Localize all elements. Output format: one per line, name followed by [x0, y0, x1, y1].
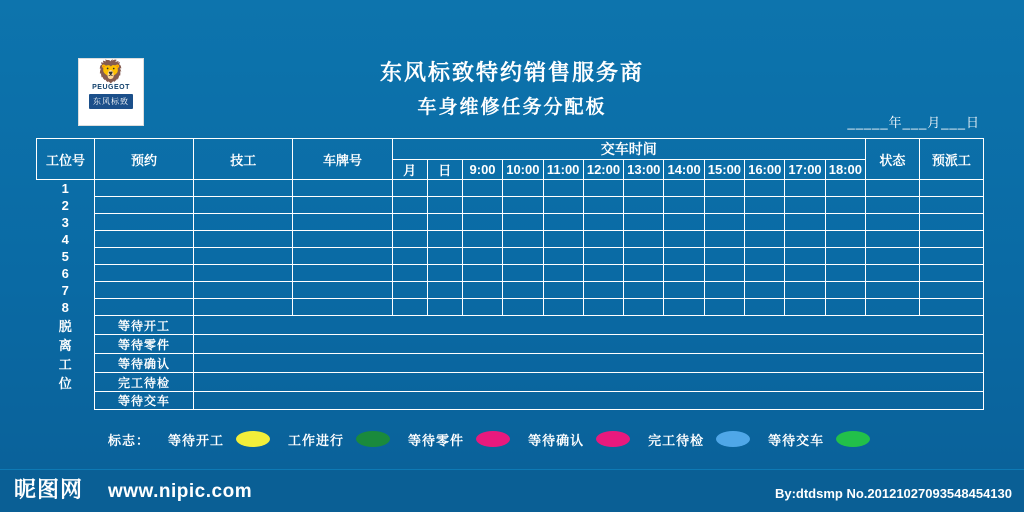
detach-stage-area[interactable] [194, 316, 984, 335]
cell-hour[interactable] [704, 248, 744, 265]
cell-hour[interactable] [704, 231, 744, 248]
cell-technician[interactable] [194, 265, 293, 282]
cell-hour[interactable] [785, 299, 825, 316]
cell-booking[interactable] [94, 248, 193, 265]
cell-assigned[interactable] [919, 197, 983, 214]
cell-assigned[interactable] [919, 231, 983, 248]
cell-hour[interactable] [503, 265, 543, 282]
cell-hour[interactable] [583, 231, 623, 248]
detach-stage-label: 等待开工 [94, 316, 193, 335]
cell-hour[interactable] [503, 282, 543, 299]
cell-month[interactable] [392, 265, 427, 282]
cell-hour[interactable] [745, 265, 785, 282]
legend-label: 标志： [108, 432, 151, 448]
cell-hour[interactable] [462, 214, 502, 231]
cell-status[interactable] [866, 265, 920, 282]
col-delivery-time-group: 交车时间 [392, 139, 865, 160]
detach-row[interactable] [37, 373, 984, 392]
col-status: 状态 [866, 139, 920, 180]
col-hour-1800: 18:00 [825, 160, 865, 180]
cell-booking[interactable] [94, 197, 193, 214]
cell-technician[interactable] [194, 248, 293, 265]
cell-hour[interactable] [785, 231, 825, 248]
cell-plate[interactable] [293, 265, 392, 282]
cell-status[interactable] [866, 299, 920, 316]
row-label-station: 3 [61, 214, 69, 230]
detach-label-char: 工 [58, 356, 72, 372]
cell-status[interactable] [866, 180, 920, 197]
site-url[interactable]: www.nipic.com [108, 481, 253, 502]
table-row[interactable] [37, 265, 984, 282]
legend-item-label: 等待零件 [408, 432, 465, 448]
cell-month[interactable] [392, 197, 427, 214]
cell-status[interactable] [866, 282, 920, 299]
cell-plate[interactable] [293, 197, 392, 214]
cell-hour[interactable] [543, 214, 583, 231]
detach-label-spacer [37, 392, 95, 410]
cell-day[interactable] [427, 214, 462, 231]
col-hour-1200: 12:00 [583, 160, 623, 180]
detach-stage-label: 等待零件 [94, 335, 193, 354]
cell-hour[interactable] [785, 197, 825, 214]
cell-day[interactable] [427, 231, 462, 248]
cell-hour[interactable] [704, 282, 744, 299]
cell-month[interactable] [392, 231, 427, 248]
cell-hour[interactable] [624, 282, 664, 299]
col-hour-1100: 11:00 [543, 160, 583, 180]
cell-status[interactable] [866, 231, 920, 248]
detach-row[interactable] [37, 392, 984, 410]
cell-plate[interactable] [293, 299, 392, 316]
cell-hour[interactable] [503, 299, 543, 316]
cell-month[interactable] [392, 282, 427, 299]
cell-hour[interactable] [785, 180, 825, 197]
cell-hour[interactable] [543, 248, 583, 265]
cell-plate[interactable] [293, 231, 392, 248]
col-plate: 车牌号 [293, 139, 392, 180]
legend-item-waiting-parts [408, 430, 522, 449]
cell-booking[interactable] [94, 299, 193, 316]
cell-hour[interactable] [704, 265, 744, 282]
detach-row[interactable] [37, 354, 984, 373]
cell-booking[interactable] [94, 282, 193, 299]
cell-day[interactable] [427, 197, 462, 214]
cell-hour[interactable] [745, 282, 785, 299]
detach-stage-area[interactable] [194, 373, 984, 392]
assignment-table-wrap [36, 138, 984, 410]
row-label-station: 2 [61, 197, 69, 213]
col-hour-0900: 9:00 [462, 160, 502, 180]
cell-hour[interactable] [624, 197, 664, 214]
legend-item-label: 工作进行 [288, 432, 345, 448]
cell-hour[interactable] [664, 248, 704, 265]
col-hour-1400: 14:00 [664, 160, 704, 180]
cell-hour[interactable] [543, 299, 583, 316]
table-row[interactable] [37, 214, 984, 231]
cell-hour[interactable] [664, 265, 704, 282]
table-row[interactable] [37, 231, 984, 248]
legend-color-dot [596, 431, 630, 447]
cell-assigned[interactable] [919, 282, 983, 299]
cell-hour[interactable] [583, 282, 623, 299]
cell-hour[interactable] [664, 214, 704, 231]
col-station: 工位号 [37, 139, 95, 180]
cell-hour[interactable] [745, 197, 785, 214]
row-label-station: 6 [61, 265, 69, 281]
credit-text: By:dtdsmp No.20121027093548454130 [774, 486, 1012, 501]
detach-label-char: 脱 [58, 318, 72, 334]
logo-brand-text: PEUGEOT [92, 84, 130, 91]
cell-day[interactable] [427, 248, 462, 265]
cell-hour[interactable] [462, 197, 502, 214]
col-hour-1700: 17:00 [785, 160, 825, 180]
cell-hour[interactable] [503, 180, 543, 197]
cell-hour[interactable] [745, 214, 785, 231]
cell-hour[interactable] [624, 231, 664, 248]
cell-month[interactable] [392, 180, 427, 197]
legend-item-waiting-start [168, 430, 282, 449]
cell-hour[interactable] [543, 197, 583, 214]
legend-item-waiting-delivery [768, 430, 882, 449]
cell-hour[interactable] [583, 248, 623, 265]
cell-day[interactable] [427, 180, 462, 197]
cell-booking[interactable] [94, 214, 193, 231]
cell-hour[interactable] [624, 214, 664, 231]
legend-item-label: 等待确认 [528, 432, 585, 448]
cell-hour[interactable] [503, 214, 543, 231]
page-title: 东风标致特约销售服务商 [379, 60, 644, 85]
cell-plate[interactable] [293, 214, 392, 231]
col-month: 月 [392, 160, 427, 180]
cell-month[interactable] [392, 248, 427, 265]
assignment-table [36, 138, 984, 410]
row-label-station: 4 [61, 231, 69, 247]
detach-stage-area[interactable] [194, 335, 984, 354]
cell-hour[interactable] [785, 214, 825, 231]
cell-hour[interactable] [745, 299, 785, 316]
legend [36, 428, 988, 450]
col-technician: 技工 [194, 139, 293, 180]
row-label-station: 5 [61, 248, 69, 264]
detach-row[interactable] [37, 316, 984, 335]
detach-row[interactable] [37, 335, 984, 354]
table-row[interactable] [37, 299, 984, 316]
cell-booking[interactable] [94, 180, 193, 197]
col-hour-1300: 13:00 [624, 160, 664, 180]
cell-hour[interactable] [704, 180, 744, 197]
cell-hour[interactable] [462, 180, 502, 197]
cell-hour[interactable] [543, 180, 583, 197]
cell-month[interactable] [392, 299, 427, 316]
detach-label-char: 位 [58, 375, 72, 391]
cell-hour[interactable] [462, 299, 502, 316]
cell-hour[interactable] [704, 299, 744, 316]
legend-item-awaiting-inspection [648, 430, 762, 449]
cell-hour[interactable] [543, 231, 583, 248]
cell-plate[interactable] [293, 282, 392, 299]
legend-item-in-progress [288, 430, 402, 449]
cell-hour[interactable] [543, 282, 583, 299]
col-hour-1000: 10:00 [503, 160, 543, 180]
cell-day[interactable] [427, 282, 462, 299]
cell-hour[interactable] [503, 231, 543, 248]
cell-assigned[interactable] [919, 265, 983, 282]
cell-hour[interactable] [583, 214, 623, 231]
cell-hour[interactable] [462, 282, 502, 299]
legend-color-dot [476, 431, 510, 447]
col-hour-1500: 15:00 [704, 160, 744, 180]
table-row[interactable] [37, 197, 984, 214]
cell-hour[interactable] [503, 197, 543, 214]
cell-hour[interactable] [825, 265, 865, 282]
cell-hour[interactable] [825, 282, 865, 299]
cell-hour[interactable] [624, 180, 664, 197]
cell-hour[interactable] [825, 231, 865, 248]
cell-hour[interactable] [543, 265, 583, 282]
cell-hour[interactable] [825, 197, 865, 214]
cell-hour[interactable] [462, 248, 502, 265]
cell-hour[interactable] [664, 282, 704, 299]
cell-hour[interactable] [825, 180, 865, 197]
legend-color-dot [236, 431, 270, 447]
cell-hour[interactable] [583, 180, 623, 197]
col-hour-1600: 16:00 [745, 160, 785, 180]
cell-hour[interactable] [785, 282, 825, 299]
legend-color-dot [836, 431, 870, 447]
logo-brand-cn: 东风标致 [89, 94, 133, 109]
detach-stage-area[interactable] [194, 392, 984, 410]
legend-item-label: 等待交车 [768, 432, 825, 448]
cell-hour[interactable] [785, 248, 825, 265]
cell-hour[interactable] [825, 248, 865, 265]
table-header-row-1 [37, 139, 984, 160]
cell-assigned[interactable] [919, 214, 983, 231]
legend-color-dot [356, 431, 390, 447]
cell-assigned[interactable] [919, 248, 983, 265]
table-row[interactable] [37, 180, 984, 197]
cell-hour[interactable] [745, 180, 785, 197]
site-name-cn: 昵图网 [14, 477, 84, 502]
col-booking: 预约 [94, 139, 193, 180]
cell-hour[interactable] [503, 248, 543, 265]
cell-hour[interactable] [583, 299, 623, 316]
cell-hour[interactable] [704, 197, 744, 214]
cell-hour[interactable] [664, 231, 704, 248]
table-row[interactable] [37, 248, 984, 265]
cell-hour[interactable] [664, 180, 704, 197]
detach-stage-label: 等待确认 [94, 354, 193, 373]
cell-hour[interactable] [624, 248, 664, 265]
legend-item-label: 完工待检 [648, 432, 705, 448]
cell-hour[interactable] [745, 231, 785, 248]
cell-hour[interactable] [462, 265, 502, 282]
detach-stage-label: 完工待检 [94, 373, 193, 392]
cell-hour[interactable] [704, 214, 744, 231]
cell-technician[interactable] [194, 180, 293, 197]
cell-status[interactable] [866, 197, 920, 214]
cell-month[interactable] [392, 214, 427, 231]
detach-label-char: 离 [58, 337, 72, 353]
cell-assigned[interactable] [919, 299, 983, 316]
row-label-station: 7 [61, 282, 69, 298]
cell-booking[interactable] [94, 265, 193, 282]
detach-stage-area[interactable] [194, 354, 984, 373]
cell-plate[interactable] [293, 248, 392, 265]
cell-hour[interactable] [825, 214, 865, 231]
legend-item-waiting-confirm [528, 430, 642, 449]
cell-plate[interactable] [293, 180, 392, 197]
cell-status[interactable] [866, 248, 920, 265]
cell-hour[interactable] [745, 248, 785, 265]
col-day: 日 [427, 160, 462, 180]
detach-stage-label: 等待交车 [94, 392, 193, 410]
cell-hour[interactable] [624, 265, 664, 282]
cell-hour[interactable] [624, 299, 664, 316]
cell-day[interactable] [427, 265, 462, 282]
cell-hour[interactable] [825, 299, 865, 316]
cell-hour[interactable] [785, 265, 825, 282]
cell-hour[interactable] [583, 197, 623, 214]
cell-hour[interactable] [462, 231, 502, 248]
page-subtitle: 车身维修任务分配板 [417, 97, 607, 118]
cell-status[interactable] [866, 214, 920, 231]
cell-assigned[interactable] [919, 180, 983, 197]
cell-technician[interactable] [194, 231, 293, 248]
date-field: _____年___月___日 [847, 115, 980, 130]
cell-technician[interactable] [194, 282, 293, 299]
cell-hour[interactable] [583, 265, 623, 282]
cell-hour[interactable] [664, 299, 704, 316]
col-assigned: 预派工 [919, 139, 983, 180]
legend-color-dot [716, 431, 750, 447]
cell-technician[interactable] [194, 214, 293, 231]
row-label-station: 8 [61, 299, 69, 315]
cell-booking[interactable] [94, 231, 193, 248]
cell-technician[interactable] [194, 299, 293, 316]
legend-item-label: 等待开工 [168, 432, 225, 448]
table-row[interactable] [37, 282, 984, 299]
cell-day[interactable] [427, 299, 462, 316]
cell-technician[interactable] [194, 197, 293, 214]
peugeot-lion-icon: 🦁 [97, 59, 125, 84]
row-label-station: 1 [61, 180, 69, 196]
cell-hour[interactable] [664, 197, 704, 214]
